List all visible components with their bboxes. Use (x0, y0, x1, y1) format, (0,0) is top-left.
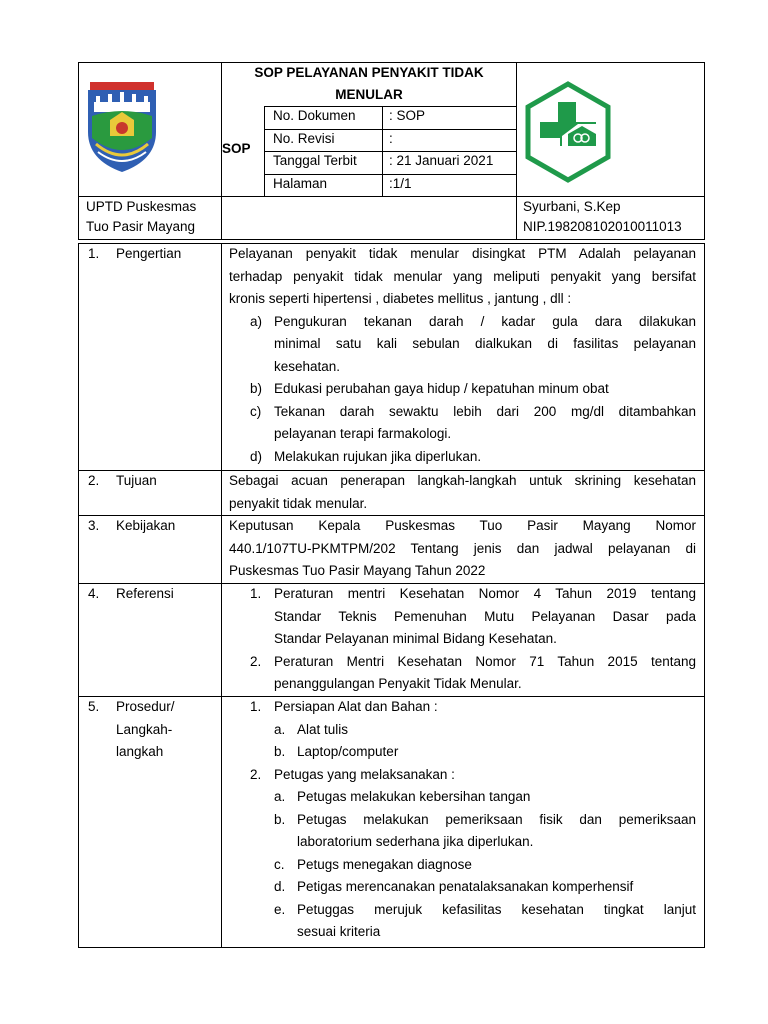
procedure-step (229, 696, 696, 719)
page-value: :1/1 (389, 176, 412, 191)
text-line: Alat tulis (297, 721, 349, 737)
row-number: 2. (88, 473, 100, 488)
row-label-referensi (88, 583, 174, 606)
puskesmas-logo (522, 80, 614, 184)
sub-item (229, 809, 696, 854)
list-marker: c) (250, 403, 262, 419)
doc-number-value: : SOP (389, 108, 426, 123)
text-line: Persiapan Alat dan Bahan : (274, 699, 438, 714)
sub-item (229, 876, 696, 899)
list-item (229, 401, 696, 446)
text-line: minimal satu kali sebulan dialkukan di fasilitas pelayanan (274, 336, 696, 351)
text-line: kesehatan. (274, 358, 341, 374)
text-line: Keputusan Kepala Puskesmas Tuo Pasir Mayang Nomor (229, 518, 696, 533)
list-marker: d) (250, 448, 263, 464)
list-marker: c. (274, 856, 285, 872)
row-number: 1. (88, 246, 100, 261)
sub-item (229, 899, 696, 944)
issue-date-label: Tanggal Terbit (273, 153, 357, 168)
text-line: terhadap penyakit tidak menular yang meliputi penyakit yang bersifat (229, 268, 696, 284)
text-line: penanggulangan Penyakit Tidak Menular. (274, 676, 522, 691)
document-title (222, 62, 516, 106)
row-number: 5. (88, 699, 100, 714)
list-item (229, 311, 696, 379)
list-marker: b. (274, 811, 286, 827)
text-line: Laptop/computer (297, 744, 399, 759)
text-line: pelayanan terapi farmakologi. (274, 426, 452, 441)
row-label-tujuan (88, 470, 157, 493)
list-marker: 1. (250, 586, 262, 601)
text-line: Petugas yang melaksanakan : (274, 766, 455, 782)
list-marker: b) (250, 381, 263, 396)
revision-value: : (389, 131, 393, 146)
list-marker: 1. (250, 699, 262, 714)
text-line: Standar Teknis Pemenuhan Mutu Pelayanan Dasar pada (274, 608, 696, 624)
text-line: Pengukuran tekanan darah / kadar gula dara dilakukan (274, 313, 696, 329)
list-item (229, 446, 696, 469)
list-marker: 2. (250, 653, 262, 669)
row-label-prosedur (88, 696, 175, 764)
list-item (229, 651, 696, 696)
row-label-pengertian (88, 243, 181, 266)
text-line: Petugas melakukan pemeriksaan fisik dan pemeriksaan (297, 811, 696, 827)
signer-nip: NIP.198208102010011013 (523, 219, 682, 234)
list-marker: b. (274, 744, 286, 759)
row-title: Langkah- (116, 721, 173, 737)
text-line: Standar Pelayanan minimal Bidang Kesehatan. (274, 631, 557, 646)
row-title: Pengertian (116, 246, 182, 261)
page-label: Halaman (273, 176, 328, 191)
info-grid-line (382, 106, 383, 196)
text-line: Sebagai acuan penerapan langkah-langkah untuk skrining kesehatan (229, 473, 696, 488)
text-line: Peraturan mentri Kesehatan Nomor 4 Tahun 2019 tentang (274, 586, 696, 601)
list-marker: d. (274, 879, 286, 894)
tujuan-content (229, 470, 696, 515)
text-line: Petugas melakukan kebersihan tangan (297, 789, 531, 804)
text-line: Petuggas merujuk kefasilitas kesehatan tingkat lanjut (297, 901, 696, 917)
text-line: Petugs menegakan diagnose (297, 856, 472, 872)
referensi-content (229, 583, 696, 696)
sub-item (229, 786, 696, 809)
prosedur-content (229, 696, 696, 944)
sub-item (229, 741, 696, 764)
org-name: UPTD Puskesmas (86, 199, 197, 214)
info-grid-line (264, 106, 265, 196)
row-number: 4. (88, 586, 100, 601)
row-title: Kebijakan (116, 518, 176, 533)
row-label-kebijakan (88, 515, 175, 538)
row-title: Tujuan (116, 473, 157, 488)
sub-item (229, 854, 696, 877)
text-line: Pelayanan penyakit tidak menular disingkat PTM Adalah pelayanan (229, 246, 696, 261)
text-line: sesuai kriteria (297, 924, 381, 939)
text-line: Tekanan darah sewaktu lebih dari 200 mg/dl ditambahkan (274, 403, 696, 419)
header-divider (516, 62, 517, 240)
sop-label: SOP (222, 141, 251, 156)
pengertian-content (229, 243, 696, 468)
text-line: laboratorium sederhana jika diperlukan. (297, 834, 534, 849)
org-name: Tuo Pasir Mayang (86, 219, 196, 234)
sub-item (229, 719, 696, 742)
row-title: langkah (116, 744, 164, 759)
text-line: kronis seperti hipertensi , diabetes mellitus , jantung , dll : (229, 291, 572, 306)
doc-number-label: No. Dokumen (273, 108, 356, 123)
kebijakan-content (229, 515, 696, 583)
row-number: 3. (88, 518, 100, 533)
list-marker: a) (250, 313, 263, 329)
row-title: Referensi (116, 586, 174, 601)
text-line: Puskesmas Tuo Pasir Mayang Tahun 2022 (229, 563, 486, 578)
body-column-divider (221, 243, 222, 948)
procedure-step (229, 764, 696, 787)
list-item (229, 378, 696, 401)
title-line: MENULAR (335, 87, 403, 102)
revision-label: No. Revisi (273, 131, 335, 146)
text-line: 440.1/107TU-PKMTPM/202 Tentang jenis dan jadwal pelayanan di (229, 540, 696, 556)
list-marker: a. (274, 721, 286, 737)
list-marker: a. (274, 789, 286, 804)
list-marker: e. (274, 901, 286, 917)
text-line: Edukasi perubahan gaya hidup / kepatuhan minum obat (274, 381, 609, 396)
list-marker: 2. (250, 766, 262, 782)
row-title: Prosedur/ (116, 699, 175, 714)
text-line: penyakit tidak menular. (229, 495, 368, 511)
title-line: SOP PELAYANAN PENYAKIT TIDAK (254, 65, 484, 80)
signer-name: Syurbani, S.Kep (523, 199, 621, 214)
text-line: Petigas merencanakan penatalaksanakan komperhensif (297, 879, 634, 894)
regional-emblem-logo (84, 76, 160, 174)
text-line: Peraturan Mentri Kesehatan Nomor 71 Tahun 2015 tentang (274, 653, 696, 669)
text-line: Melakukan rujukan jika diperlukan. (274, 448, 482, 464)
list-item (229, 583, 696, 651)
issue-date-value: : 21 Januari 2021 (389, 153, 494, 168)
